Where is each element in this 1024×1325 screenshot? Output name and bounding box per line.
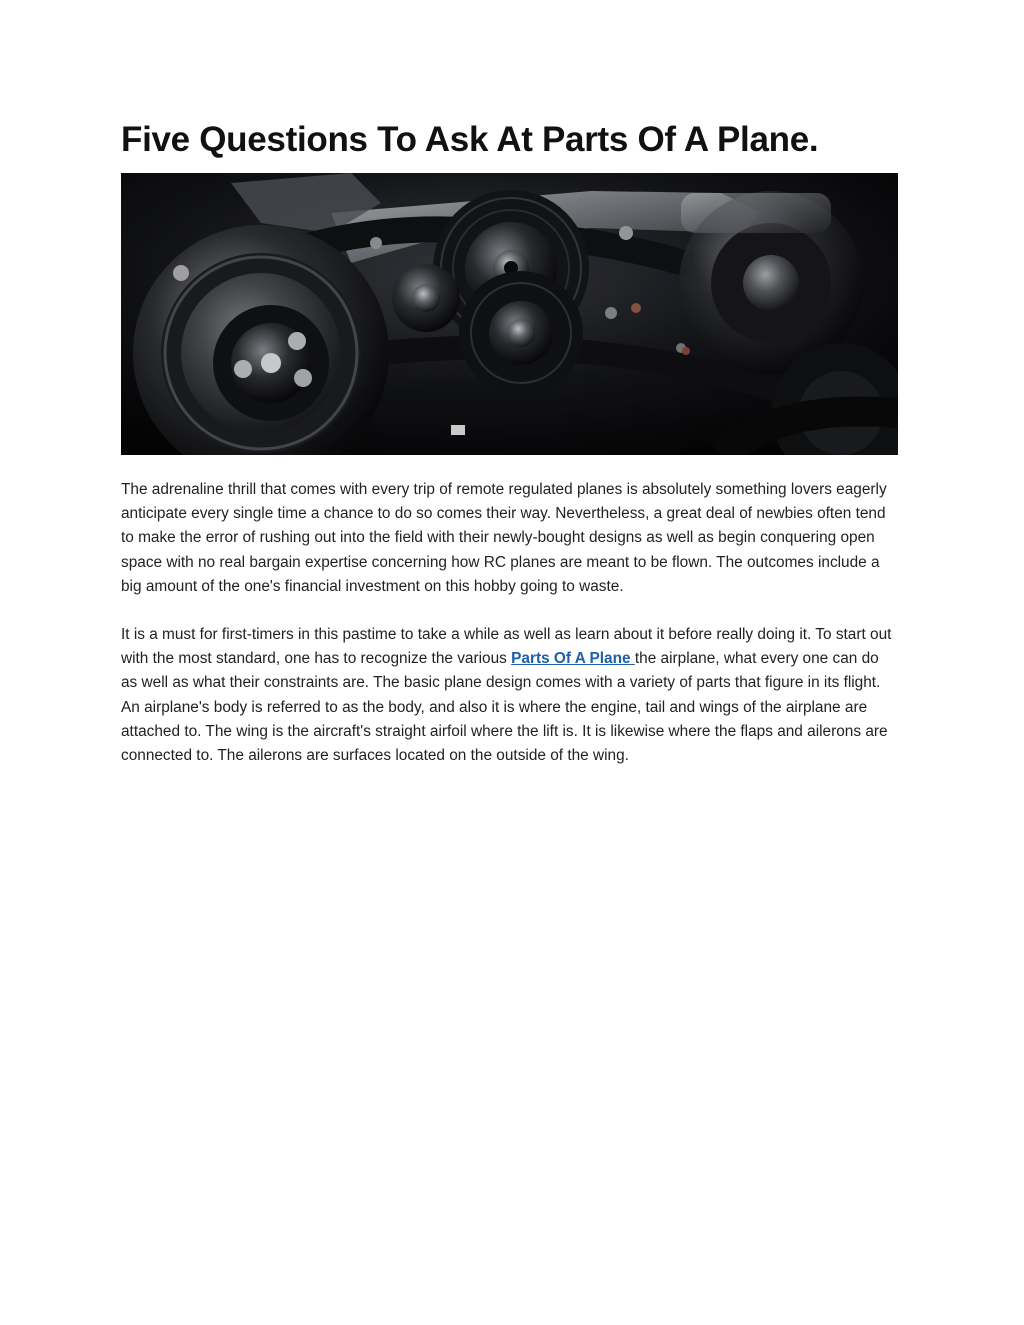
- engine-photo-icon: [121, 173, 898, 455]
- paragraph-parts-tail: the airplane, what every one can do as well as what their constraints are. The basic plane design comes with a variety of parts that figure in its flight. An airplane's body is referred to as the body, and also it is where the engine, tail and wings of the airplane are attached to. The wing is the aircraft's straight airfoil where the lift is. It is likewise where the flaps and ailerons are connected to. The ailerons are surfaces located on the outside of the wing.: [121, 650, 888, 765]
- engine-photo: [121, 173, 898, 455]
- paragraph-parts-lead: It is a must for first-timers in this pastime to take a while as well as learn about it before really doing it. To start out with the most standard, one has to recognize the various: [121, 626, 892, 668]
- paragraph-parts: [121, 623, 898, 768]
- paragraph-intro: The adrenaline thrill that comes with every trip of remote regulated planes is absolutely something lovers eagerly anticipate every single time a chance to do so comes their way. Nevertheless, a great deal of newbies often tend to make the error of rushing out into the field with their newly-bought designs as well as begin conquering open space with no real bargain expertise concerning how RC planes are meant to be flown. The outcomes include a big amount of the one's financial investment on this hobby going to waste.: [121, 481, 887, 595]
- parts-of-a-plane-link[interactable]: Parts Of A Plane: [511, 650, 635, 668]
- article-body: [121, 478, 898, 792]
- page-title: Five Questions To Ask At Parts Of A Plane.: [121, 120, 819, 159]
